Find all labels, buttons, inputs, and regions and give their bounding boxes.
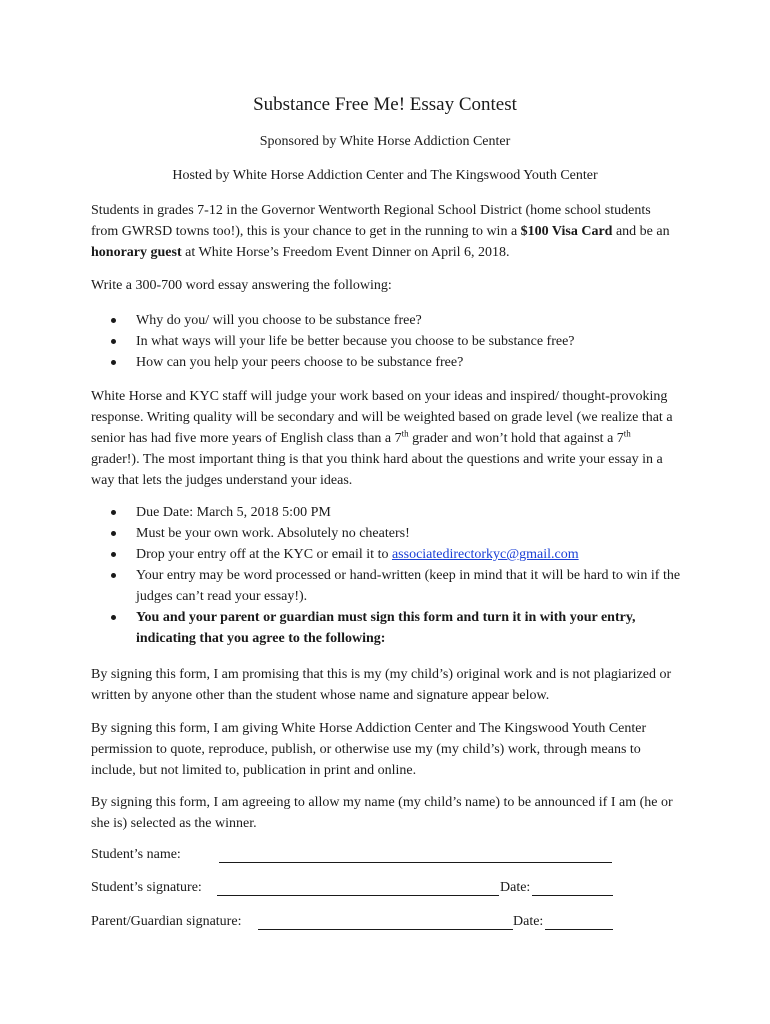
judging-text-3: grader!). The most important thing is that you think hard about the questions and write your essay in a way that lets the judges understand your ideas. — [91, 452, 663, 488]
list-item: How can you help your peers choose to be substance free? — [91, 352, 681, 373]
list-item: Your entry may be word processed or hand-written (keep in mind that it will be hard to win if the judges can’t read your essay!). — [91, 565, 681, 607]
student-name-line[interactable] — [219, 862, 612, 863]
student-name-row — [91, 847, 621, 867]
honorary-guest-text: honorary guest — [91, 245, 182, 260]
ordinal-suffix: th — [401, 428, 409, 439]
intro-text-2: and be an — [612, 224, 670, 239]
essay-prompt: Write a 300-700 word essay answering the following: — [91, 278, 392, 293]
list-item: You and your parent or guardian must sign this form and turn it in with your entry, indicating that you agree to the following: — [91, 607, 681, 649]
agreement-paragraph: By signing this form, I am promising that this is my (my child’s) original work and is not plagiarized or written by anyone other than the student whose name and signature appear below. — [91, 667, 672, 703]
judging-paragraph — [91, 386, 681, 491]
student-signature-label: Student’s signature: — [91, 880, 202, 895]
host-line: Hosted by White Horse Addiction Center and The Kingswood Youth Center — [172, 168, 598, 183]
question-list — [91, 310, 681, 373]
drop-off-text: Drop your entry off at the KYC or email it to — [136, 547, 392, 562]
date-label: Date: — [513, 914, 544, 929]
date-label: Date: — [500, 880, 531, 895]
intro-text-3: at White Horse’s Freedom Event Dinner on April 6, 2018. — [181, 245, 510, 260]
intro-paragraph — [91, 200, 681, 263]
agreement-paragraph: By signing this form, I am agreeing to allow my name (my child’s name) to be announced if I am (he or she is) selected as the winner. — [91, 795, 673, 831]
list-item: Why do you/ will you choose to be substance free? — [91, 310, 681, 331]
parent-signature-line[interactable] — [258, 929, 513, 930]
parent-date-line[interactable] — [545, 929, 613, 930]
list-item: Must be your own work. Absolutely no cheaters! — [91, 523, 681, 544]
student-date-line[interactable] — [532, 895, 613, 896]
ordinal-suffix: th — [623, 428, 631, 439]
prize-text: $100 Visa Card — [520, 224, 613, 239]
student-name-label: Student’s name: — [91, 847, 181, 862]
list-item: In what ways will your life be better because you choose to be substance free? — [91, 331, 681, 352]
student-signature-line[interactable] — [217, 895, 499, 896]
list-item — [91, 544, 681, 565]
page-title: Substance Free Me! Essay Contest — [253, 94, 517, 115]
list-item: Due Date: March 5, 2018 5:00 PM — [91, 502, 681, 523]
parent-signature-label: Parent/Guardian signature: — [91, 914, 242, 929]
judging-text-2: grader and won’t hold that against a 7 — [408, 431, 624, 446]
email-link[interactable]: associatedirectorkyc@gmail.com — [391, 547, 579, 562]
agreement-paragraph: By signing this form, I am giving White Horse Addiction Center and The Kingswood Youth Center permission to quote, reproduce, publish, or otherwise use my (my child’s) work, through means to include, but not limited to, publication in print and online. — [91, 721, 647, 778]
intro-text-1: Students in grades 7-12 in the Governor Wentworth Regional School District (home school students from GWRSD towns too!), this is your chance to get in the running to win a — [91, 203, 651, 239]
student-signature-row — [91, 880, 621, 900]
rules-list — [91, 502, 681, 649]
judging-text-1: White Horse and KYC staff will judge your work based on your ideas and inspired/ thought-provoking response. Writing quality will be secondary and will be weighted based on grade level (we realize that a senior has had five more years of English class than a 7 — [91, 389, 673, 446]
sponsor-line: Sponsored by White Horse Addiction Center — [259, 134, 511, 149]
parent-signature-row — [91, 914, 621, 934]
